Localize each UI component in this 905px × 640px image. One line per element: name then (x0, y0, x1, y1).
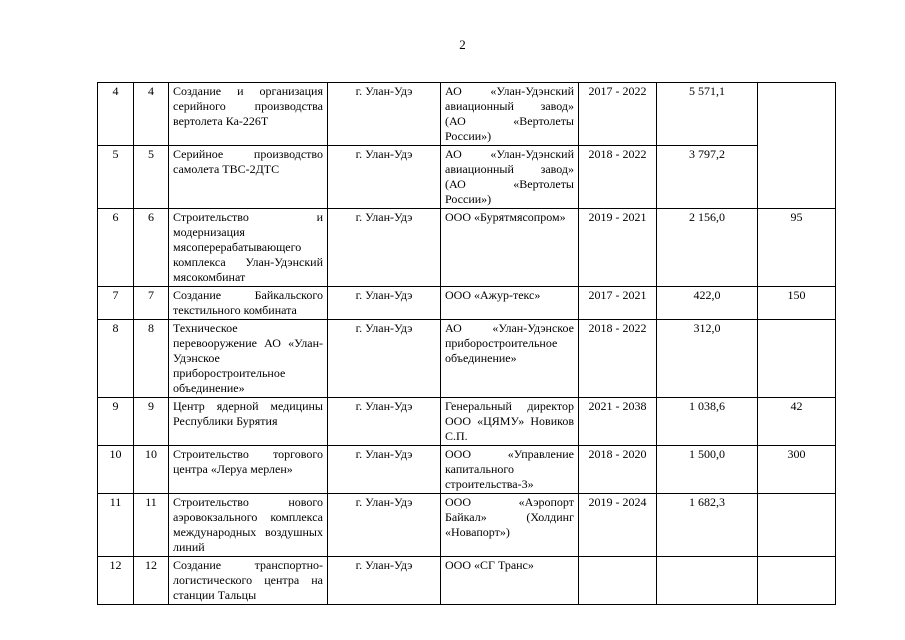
period-cell (579, 557, 657, 605)
organization-cell: АО «Улан-Удэнский авиационный завод» (АО «Вертолеты России») (441, 83, 579, 146)
jobs-cell (758, 320, 836, 398)
project-name-cell: Центр ядерной медицины Республики Бурятия (169, 398, 328, 446)
location-cell: г. Улан-Удэ (328, 446, 441, 494)
project-number-cell: 4 (134, 83, 169, 146)
project-name-cell: Строительство и модернизация мясоперерабатывающего комплекса Улан-Удэнский мясокомбинат (169, 209, 328, 287)
jobs-cell: 150 (758, 287, 836, 320)
organization-cell: АО «Улан-Удэнское приборостроительное объединение» (441, 320, 579, 398)
period-cell: 2021 - 2038 (579, 398, 657, 446)
period-cell: 2018 - 2020 (579, 446, 657, 494)
row-number-cell: 9 (98, 398, 134, 446)
investment-projects-table (97, 82, 836, 605)
project-number-cell: 6 (134, 209, 169, 287)
location-cell: г. Улан-Удэ (328, 320, 441, 398)
table-row (98, 287, 836, 320)
cost-cell: 422,0 (657, 287, 758, 320)
project-number-cell: 5 (134, 146, 169, 209)
project-name-cell: Строительство нового аэровокзального комплекса международных воздушных линий (169, 494, 328, 557)
project-number-cell: 8 (134, 320, 169, 398)
table-body (98, 83, 836, 605)
row-number-cell: 10 (98, 446, 134, 494)
project-number-cell: 7 (134, 287, 169, 320)
table-row (98, 494, 836, 557)
row-number-cell: 11 (98, 494, 134, 557)
project-name-cell: Строительство торгового центра «Леруа мерлен» (169, 446, 328, 494)
location-cell: г. Улан-Удэ (328, 146, 441, 209)
project-number-cell: 11 (134, 494, 169, 557)
cost-cell: 3 797,2 (657, 146, 758, 209)
table-row (98, 209, 836, 287)
organization-cell: ООО «Ажур-текс» (441, 287, 579, 320)
location-cell: г. Улан-Удэ (328, 398, 441, 446)
page-number: 2 (459, 37, 466, 52)
jobs-cell (758, 557, 836, 605)
period-cell: 2018 - 2022 (579, 320, 657, 398)
location-cell: г. Улан-Удэ (328, 83, 441, 146)
jobs-cell (758, 494, 836, 557)
project-name-cell: Создание транспортно-логистического центра на станции Тальцы (169, 557, 328, 605)
table-row (98, 320, 836, 398)
cost-cell: 2 156,0 (657, 209, 758, 287)
table-row (98, 146, 836, 209)
cost-cell: 312,0 (657, 320, 758, 398)
project-name-cell: Создание и организация серийного производства вертолета Ка-226Т (169, 83, 328, 146)
row-number-cell: 12 (98, 557, 134, 605)
organization-cell: ООО «Бурятмясопром» (441, 209, 579, 287)
location-cell: г. Улан-Удэ (328, 209, 441, 287)
location-cell: г. Улан-Удэ (328, 287, 441, 320)
organization-cell: ООО «Управление капитального строительства-3» (441, 446, 579, 494)
period-cell: 2018 - 2022 (579, 146, 657, 209)
project-number-cell: 9 (134, 398, 169, 446)
row-number-cell: 7 (98, 287, 134, 320)
period-cell: 2017 - 2021 (579, 287, 657, 320)
row-number-cell: 5 (98, 146, 134, 209)
organization-cell: АО «Улан-Удэнский авиационный завод» (АО «Вертолеты России») (441, 146, 579, 209)
organization-cell: ООО «Аэропорт Байкал» (Холдинг «Новапорт») (441, 494, 579, 557)
project-name-cell: Серийное производство самолета ТВС-2ДТС (169, 146, 328, 209)
jobs-cell: 42 (758, 398, 836, 446)
project-number-cell: 10 (134, 446, 169, 494)
table-row (98, 557, 836, 605)
jobs-cell: 95 (758, 209, 836, 287)
table-row (98, 446, 836, 494)
cost-cell: 1 682,3 (657, 494, 758, 557)
jobs-cell: 300 (758, 446, 836, 494)
jobs-cell (758, 83, 836, 209)
cost-cell: 1 500,0 (657, 446, 758, 494)
organization-cell: ООО «СГ Транс» (441, 557, 579, 605)
row-number-cell: 4 (98, 83, 134, 146)
table-row (98, 398, 836, 446)
cost-cell: 5 571,1 (657, 83, 758, 146)
period-cell: 2019 - 2021 (579, 209, 657, 287)
row-number-cell: 6 (98, 209, 134, 287)
location-cell: г. Улан-Удэ (328, 494, 441, 557)
project-number-cell: 12 (134, 557, 169, 605)
period-cell: 2019 - 2024 (579, 494, 657, 557)
cost-cell (657, 557, 758, 605)
location-cell: г. Улан-Удэ (328, 557, 441, 605)
row-number-cell: 8 (98, 320, 134, 398)
organization-cell: Генеральный директор ООО «ЦЯМУ» Новиков С.П. (441, 398, 579, 446)
project-name-cell: Техническое перевооружение АО «Улан-Удэнское приборостроительное объединение» (169, 320, 328, 398)
cost-cell: 1 038,6 (657, 398, 758, 446)
table-row (98, 83, 836, 146)
period-cell: 2017 - 2022 (579, 83, 657, 146)
project-name-cell: Создание Байкальского текстильного комбината (169, 287, 328, 320)
